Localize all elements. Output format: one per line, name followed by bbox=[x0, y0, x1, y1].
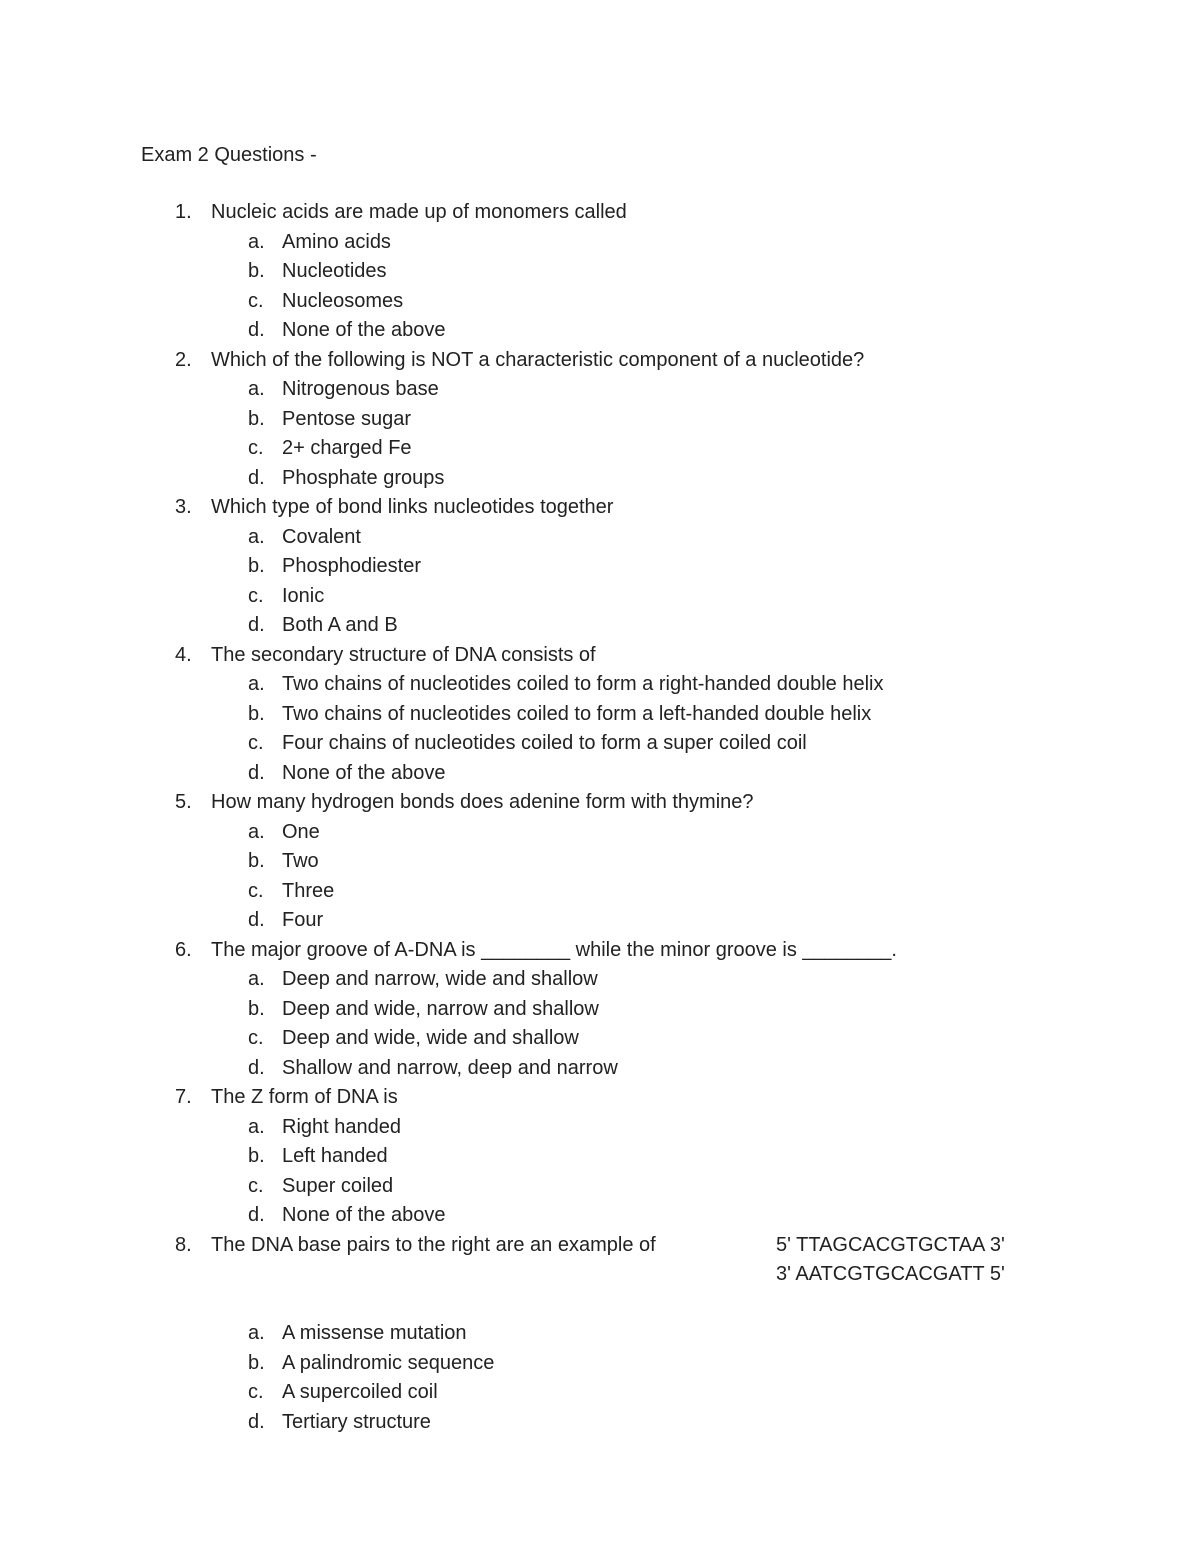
option-letter: c. bbox=[248, 437, 264, 459]
option-text: Left handed bbox=[282, 1145, 388, 1167]
option-letter: a. bbox=[248, 1322, 265, 1344]
answer-option bbox=[0, 729, 1200, 759]
answer-option bbox=[0, 1408, 1200, 1438]
page-title: Exam 2 Questions - bbox=[141, 144, 317, 166]
option-text: Phosphate groups bbox=[282, 466, 445, 489]
answer-option bbox=[0, 523, 1200, 553]
question-number: 1. bbox=[175, 201, 192, 223]
answer-option bbox=[0, 847, 1200, 877]
option-letter: d. bbox=[248, 614, 265, 636]
answer-option bbox=[0, 1172, 1200, 1202]
answer-option bbox=[0, 611, 1200, 641]
option-text: 2+ charged Fe bbox=[282, 437, 412, 459]
answer-option bbox=[0, 877, 1200, 907]
option-letter: b. bbox=[248, 1145, 265, 1167]
option-text: Deep and narrow, wide and shallow bbox=[282, 968, 598, 990]
question-number: 5. bbox=[175, 791, 192, 813]
option-letter: b. bbox=[248, 1351, 265, 1374]
option-letter: a. bbox=[248, 378, 265, 400]
option-letter: c. bbox=[248, 584, 264, 607]
option-letter: a. bbox=[248, 1115, 265, 1138]
answer-option bbox=[0, 228, 1200, 258]
answer-option bbox=[0, 316, 1200, 346]
answer-option bbox=[0, 1378, 1200, 1408]
option-text: Nucleotides bbox=[282, 260, 387, 282]
answer-option bbox=[0, 700, 1200, 730]
question-number: 8. bbox=[175, 1233, 192, 1256]
option-text: Phosphodiester bbox=[282, 555, 421, 577]
option-text: Two chains of nucleotides coiled to form a left-handed double helix bbox=[282, 702, 872, 725]
answer-option bbox=[0, 552, 1200, 582]
option-letter: c. bbox=[248, 1027, 264, 1049]
option-letter: b. bbox=[248, 702, 265, 725]
answer-option bbox=[0, 759, 1200, 789]
option-text: Four chains of nucleotides coiled to form a super coiled coil bbox=[282, 732, 807, 754]
question-text: The Z form of DNA is bbox=[211, 1086, 398, 1108]
question-line bbox=[0, 346, 1200, 376]
option-text: Four bbox=[282, 909, 324, 931]
option-text: Super coiled bbox=[282, 1174, 394, 1197]
option-text: Three bbox=[282, 879, 335, 902]
question-line bbox=[0, 1083, 1200, 1113]
option-letter: c. bbox=[248, 732, 264, 754]
option-text: A palindromic sequence bbox=[282, 1351, 495, 1374]
option-letter: a. bbox=[248, 673, 265, 695]
question-text: The secondary structure of DNA consists of bbox=[211, 643, 596, 666]
answer-option bbox=[0, 818, 1200, 848]
question-number: 7. bbox=[175, 1086, 192, 1108]
question-text: Which of the following is NOT a characteristic component of a nucleotide? bbox=[211, 348, 865, 371]
option-letter: a. bbox=[248, 525, 265, 548]
option-text: None of the above bbox=[282, 761, 446, 784]
option-letter: d. bbox=[248, 1410, 265, 1433]
question-list bbox=[0, 198, 1200, 1437]
dna-sequence-bottom-strand: 3' AATCGTGCACGATT 5' bbox=[776, 1263, 1005, 1285]
option-text: A supercoiled coil bbox=[282, 1381, 438, 1403]
option-text: None of the above bbox=[282, 1204, 446, 1226]
answer-option bbox=[0, 965, 1200, 995]
answer-option bbox=[0, 1201, 1200, 1231]
option-text: Shallow and narrow, deep and narrow bbox=[282, 1056, 618, 1079]
answer-option bbox=[0, 670, 1200, 700]
question-text: The DNA base pairs to the right are an example of bbox=[211, 1233, 656, 1256]
dna-sequence-line bbox=[0, 1260, 1200, 1290]
answer-option bbox=[0, 1054, 1200, 1084]
answer-option bbox=[0, 434, 1200, 464]
question-line bbox=[0, 1231, 1200, 1261]
option-letter: b. bbox=[248, 555, 265, 577]
option-letter: b. bbox=[248, 997, 265, 1020]
question-number: 3. bbox=[175, 496, 192, 518]
option-letter: a. bbox=[248, 230, 265, 253]
question-text: How many hydrogen bonds does adenine form with thymine? bbox=[211, 791, 754, 813]
option-letter: c. bbox=[248, 879, 264, 902]
answer-option bbox=[0, 582, 1200, 612]
answer-option bbox=[0, 906, 1200, 936]
answer-option bbox=[0, 1024, 1200, 1054]
answer-option bbox=[0, 287, 1200, 317]
answer-option bbox=[0, 1319, 1200, 1349]
question-line bbox=[0, 198, 1200, 228]
option-text: Covalent bbox=[282, 525, 361, 548]
answer-option bbox=[0, 405, 1200, 435]
option-text: A missense mutation bbox=[282, 1322, 467, 1344]
question-text: Nucleic acids are made up of monomers called bbox=[211, 201, 627, 223]
option-letter: c. bbox=[248, 1174, 264, 1197]
option-text: Amino acids bbox=[282, 230, 391, 253]
answer-option bbox=[0, 995, 1200, 1025]
option-text: Two chains of nucleotides coiled to form a right-handed double helix bbox=[282, 673, 884, 695]
spacer bbox=[0, 1290, 1200, 1320]
option-letter: b. bbox=[248, 260, 265, 282]
answer-option bbox=[0, 1142, 1200, 1172]
dna-sequence-top-strand: 5' TTAGCACGTGCTAA 3' bbox=[776, 1233, 1005, 1256]
option-letter: c. bbox=[248, 1381, 264, 1403]
option-text: Pentose sugar bbox=[282, 407, 411, 430]
option-letter: d. bbox=[248, 761, 265, 784]
option-text: Nucleosomes bbox=[282, 289, 404, 312]
question-number: 6. bbox=[175, 938, 192, 961]
option-letter: a. bbox=[248, 820, 265, 843]
question-line bbox=[0, 788, 1200, 818]
option-text: Tertiary structure bbox=[282, 1410, 431, 1433]
option-letter: d. bbox=[248, 1056, 265, 1079]
answer-option bbox=[0, 257, 1200, 287]
question-line bbox=[0, 493, 1200, 523]
option-text: None of the above bbox=[282, 319, 446, 341]
option-text: Deep and wide, wide and shallow bbox=[282, 1027, 579, 1049]
answer-option bbox=[0, 464, 1200, 494]
option-letter: a. bbox=[248, 968, 265, 990]
option-text: Both A and B bbox=[282, 614, 398, 636]
option-text: Ionic bbox=[282, 584, 325, 607]
option-letter: d. bbox=[248, 909, 265, 931]
option-text: Nitrogenous base bbox=[282, 378, 439, 400]
option-text: Two bbox=[282, 850, 319, 872]
answer-option bbox=[0, 375, 1200, 405]
question-line bbox=[0, 641, 1200, 671]
question-text: Which type of bond links nucleotides together bbox=[211, 496, 614, 518]
option-letter: d. bbox=[248, 1204, 265, 1226]
question-line bbox=[0, 936, 1200, 966]
question-number: 2. bbox=[175, 348, 192, 371]
option-letter: b. bbox=[248, 407, 265, 430]
answer-option bbox=[0, 1113, 1200, 1143]
question-text: The major groove of A-DNA is ________ while the minor groove is ________. bbox=[211, 938, 897, 961]
option-text: Deep and wide, narrow and shallow bbox=[282, 997, 599, 1020]
option-letter: c. bbox=[248, 289, 264, 312]
option-letter: d. bbox=[248, 466, 265, 489]
question-number: 4. bbox=[175, 643, 192, 666]
option-letter: b. bbox=[248, 850, 265, 872]
option-text: One bbox=[282, 820, 320, 843]
answer-option bbox=[0, 1349, 1200, 1379]
option-text: Right handed bbox=[282, 1115, 401, 1138]
option-letter: d. bbox=[248, 319, 265, 341]
